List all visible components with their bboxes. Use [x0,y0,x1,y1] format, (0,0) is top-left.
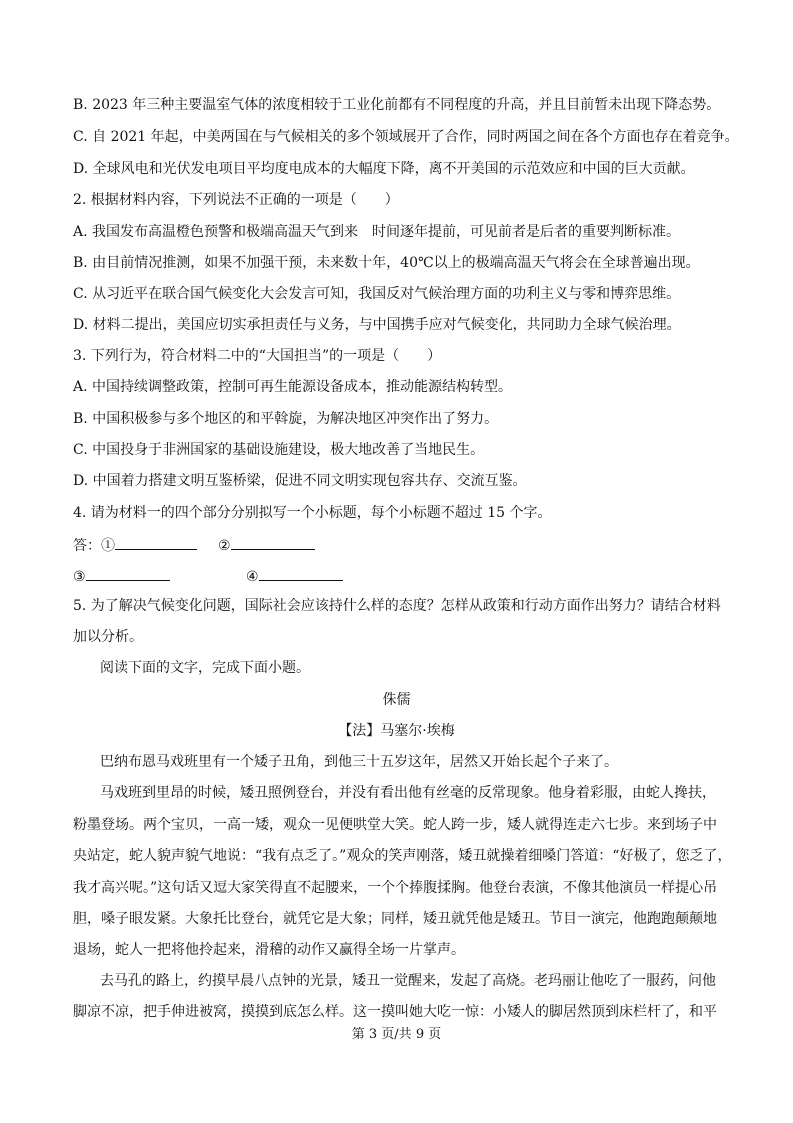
blank-marker: ① [101,538,115,554]
answer-blank-4[interactable] [259,565,343,581]
story-line: 退场，蛇人一把将他拎起来，滑稽的动作又赢得全场一片掌声。 [73,942,465,958]
blank-marker: ③ [73,569,86,585]
option-line: D. 中国着力搭建文明互鉴桥梁，促进不同文明实现包容共存、交流互鉴。 [73,473,527,489]
blank-marker: ② [218,538,231,554]
story-line: 我才高兴呢。”这句话又逗大家笑得直不起腰来，一个个捧腹揉胸。他登台表演，不像其他演员一样提心吊 [73,880,718,896]
story-paragraph: 马戏班到里昂的时候，矮丑照例登台，并没有看出他有丝毫的反常现象。他身着彩服，由蛇人搀扶， [100,785,716,801]
answer-row-2b [246,565,343,587]
option-line: D. 材料二提出，美国应切实承担责任与义务，与中国携手应对气候变化，共同助力全球气候治理。 [73,317,681,333]
answer-blank-3[interactable] [86,565,170,581]
story-title: 侏儒 [382,692,411,708]
option-line: B. 中国积极参与多个地区的和平斡旋，为解决地区冲突作出了努力。 [73,411,499,427]
story-line: 粉墨登场。两个宝贝，一高一矮，观众一见便哄堂大笑。蛇人跨一步，矮人就得连走六七步。来到场子中 [73,817,717,833]
option-line: C. 从习近平在联合国气候变化大会发言可知，我国反对气候治理方面的功利主义与零和博弈思维。 [73,286,681,302]
option-line: C. 自 2021 年起，中美两国在与气候相关的多个领域展开了合作，同时两国之间在各个方面也存在着竞争。 [73,129,739,145]
question-5-cont: 加以分析。 [73,629,143,645]
option-line: B. 由目前情况推测，如果不加强干预，未来数十年，40℃以上的极端高温天气将会在全球普遍出现。 [73,255,700,271]
answer-row-1b [218,534,315,556]
blank-marker: ④ [246,569,259,585]
answer-label: 答： [73,538,101,554]
option-line: A. 我国发布高温橙色预警和极端高温天气到来 时间逐年提前，可见前者是后者的重要判断标准。 [73,224,681,240]
story-paragraph: 巴纳布恩马戏班里有一个矮子丑角，到他三十五岁这年，居然又开始长起个子来了。 [100,754,618,770]
story-author: 【法】马塞尔·埃梅 [338,723,455,739]
answer-row-1 [73,534,197,556]
question-3: 3. 下列行为，符合材料二中的“大国担当”的一项是（ ） [73,348,442,364]
reading-instruction: 阅读下面的文字，完成下面小题。 [100,660,310,676]
answer-blank-2[interactable] [231,534,315,550]
option-line: A. 中国持续调整政策，控制可再生能源设备成本，推动能源结构转型。 [73,379,513,395]
page-footer: 第 3 页/共 9 页 [351,1027,442,1042]
question-5: 5. 为了解决气候变化问题，国际社会应该持什么样的态度？怎样从政策和行动方面作出努力？请结合材料 [73,598,721,614]
story-line: 胆，嗓子眼发紧。大象托比登台，就凭它是大象；同样，矮丑就凭他是矮丑。节目一演完，他跑跑颠颠地 [73,911,717,927]
story-paragraph: 去马孔的路上，约摸早晨八点钟的光景，矮丑一觉醒来，发起了高烧。老玛丽让他吃了一服药，问他 [100,973,716,989]
option-line: C. 中国投身于非洲国家的基础设施建设，极大地改善了当地民生。 [73,442,485,458]
story-line: 央站定，蛇人貌声貌气地说：“我有点乏了。”观众的笑声刚落，矮丑就操着细嗓门答道：“好极了，您乏了， [73,848,732,864]
answer-blank-1[interactable] [115,534,197,550]
story-line: 脚凉不凉，把手伸进被窝，摸摸到底怎么样。这一摸叫她大吃一惊：小矮人的脚居然顶到床栏杆了，和平 [73,1004,717,1020]
option-line: D. 全球风电和光伏发电项目平均度电成本的大幅度下降，离不开美国的示范效应和中国的巨大贡献。 [73,161,695,177]
question-4: 4. 请为材料一的四个部分分别拟写一个小标题，每个小标题不超过 15 个字。 [73,505,552,521]
option-line: B. 2023 年三种主要温室气体的浓度相较于工业化前都有不同程度的升高，并且目前暂未出现下降态势。 [73,97,721,113]
question-2: 2. 根据材料内容，下列说法不正确的一项是（ ） [73,192,399,208]
answer-row-2 [73,565,170,587]
